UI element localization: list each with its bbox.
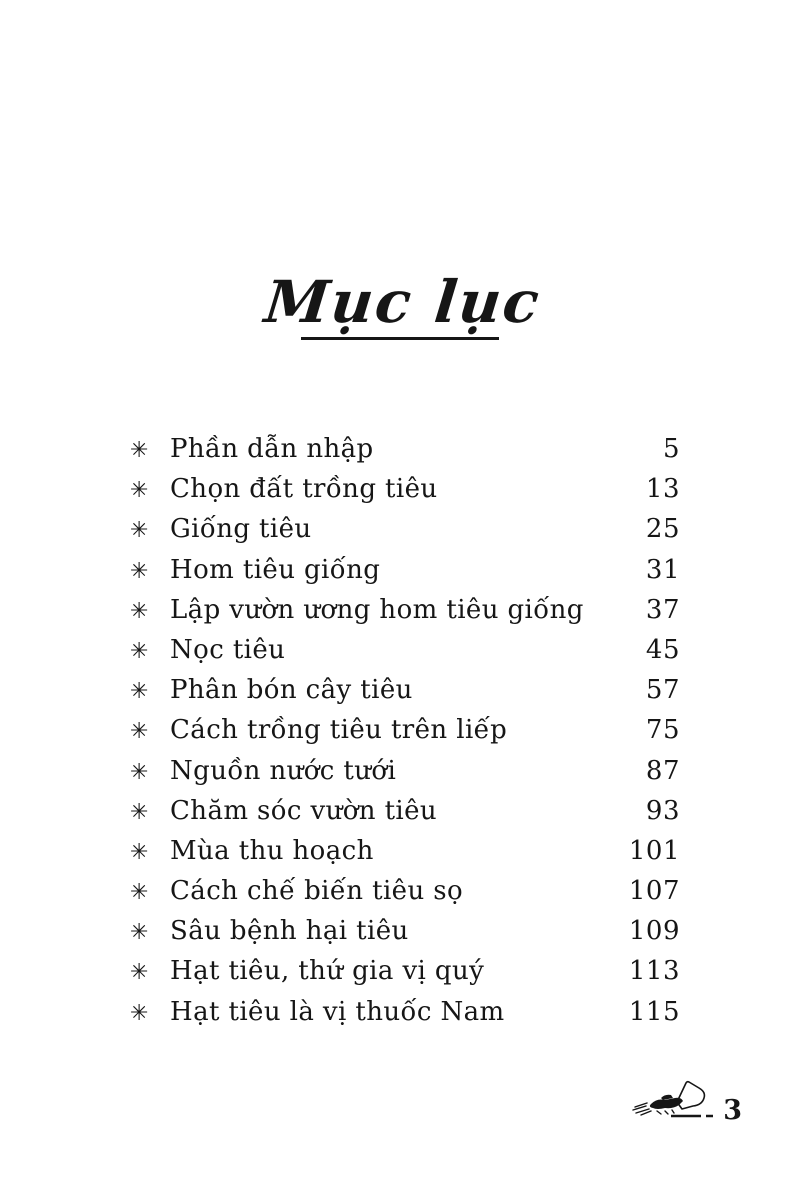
toc-entry [130,951,680,991]
toc-entry-page: 93 [645,795,680,826]
toc-entry-page: 75 [645,715,680,746]
decorative-sketch-icon [627,1080,717,1122]
page-footer [627,1080,742,1124]
asterisk-bullet-icon: ✳ [130,759,149,785]
toc-entry-label: Chọn đất trồng tiêu [170,474,438,505]
toc-entry-label: Nọc tiêu [170,634,286,665]
toc-entry [130,911,680,951]
toc-entry-page: 5 [662,434,680,464]
asterisk-bullet-icon: ✳ [130,478,149,504]
toc-entry [130,590,680,630]
asterisk-bullet-icon: ✳ [130,880,149,906]
asterisk-bullet-icon: ✳ [130,518,149,544]
toc-entry-label: Giống tiêu [170,514,312,545]
toc-entry-label: Phần dẫn nhập [170,434,374,464]
toc-entry-page: 31 [645,554,680,585]
toc-entry [130,509,680,549]
toc-entry-page: 37 [645,594,680,625]
asterisk-bullet-icon: ✳ [130,1000,149,1026]
toc-entry-label: Cách trồng tiêu trên liếp [170,715,508,746]
folio-number: 3 [723,1095,742,1126]
title-underline [301,337,499,340]
toc-entry [130,550,680,590]
toc-entry-page: 109 [628,916,680,947]
toc-entry-label: Lập vườn ương hom tiêu giống [170,594,584,625]
asterisk-bullet-icon: ✳ [130,679,149,705]
toc-entry [130,992,680,1032]
toc-entry-label: Sâu bệnh hại tiêu [170,916,409,947]
toc-entry-page: 87 [645,755,680,786]
asterisk-bullet-icon: ✳ [130,598,149,624]
toc-entry [130,469,680,509]
toc-entry [130,871,680,911]
asterisk-bullet-icon: ✳ [130,839,149,865]
toc-entry-label: Hạt tiêu là vị thuốc Nam [170,996,505,1027]
toc-entry-label: Nguồn nước tưới [170,755,397,786]
asterisk-bullet-icon: ✳ [130,960,149,986]
toc-entry-label: Mùa thu hoạch [170,835,374,866]
toc-entry-page: 57 [645,675,680,706]
toc-entry-label: Chăm sóc vườn tiêu [170,795,438,826]
page-title: Mục lục [261,268,545,336]
asterisk-bullet-icon: ✳ [130,799,149,825]
toc-entry [130,791,680,831]
toc-entry [130,710,680,750]
toc-entry-label: Hạt tiêu, thứ gia vị quý [170,956,485,987]
toc-entry [130,670,680,710]
toc-entry [130,751,680,791]
toc-entry-page: 113 [628,956,680,987]
toc-entry-label: Hom tiêu giống [170,554,381,585]
toc-entry-page: 101 [628,835,680,866]
toc-entry-page: 25 [645,514,680,545]
asterisk-bullet-icon: ✳ [130,438,149,463]
asterisk-bullet-icon: ✳ [130,719,149,745]
toc-entry-label: Cách chế biến tiêu sọ [170,876,464,907]
toc-entry-page: 45 [645,634,680,665]
toc-entry [130,831,680,871]
asterisk-bullet-icon: ✳ [130,920,149,946]
toc-list [130,429,680,1032]
toc-entry-page: 107 [628,876,680,907]
toc-entry [130,429,680,469]
asterisk-bullet-icon: ✳ [130,638,149,664]
toc-entry [130,630,680,670]
asterisk-bullet-icon: ✳ [130,558,149,584]
page-header [0,268,800,340]
toc-entry-page: 13 [645,474,680,505]
toc-entry-label: Phân bón cây tiêu [170,675,413,706]
toc-entry-page: 115 [628,996,680,1027]
